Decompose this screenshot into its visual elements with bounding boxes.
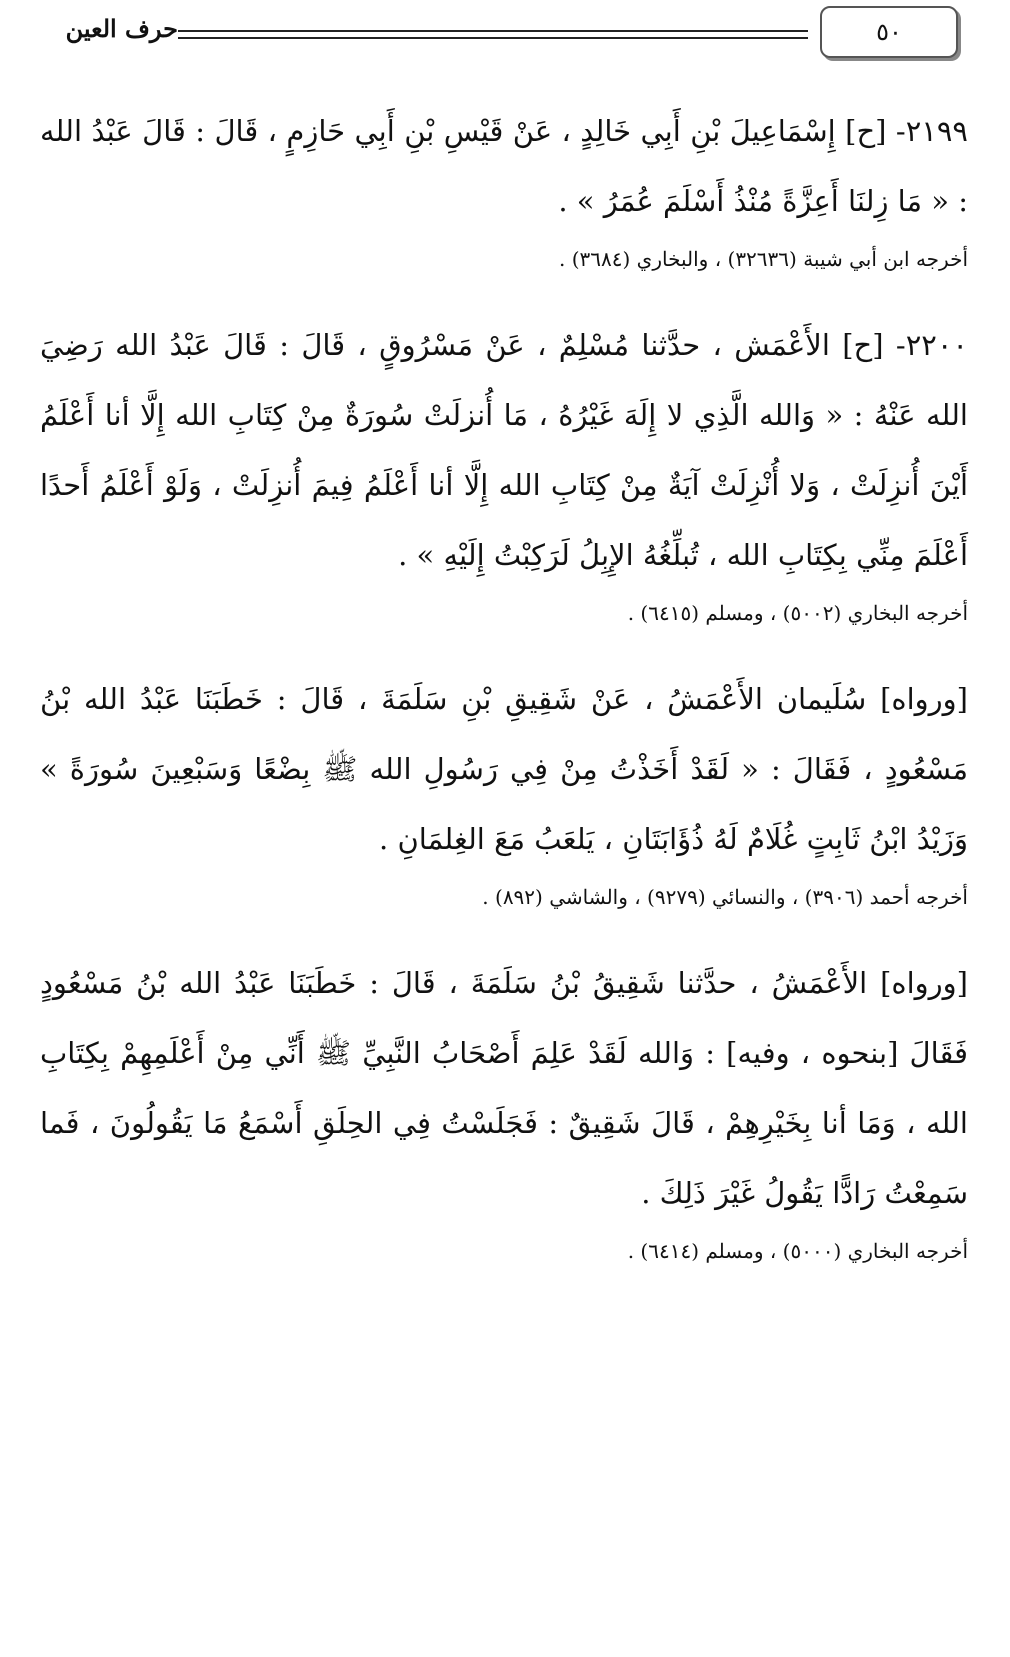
- hadith-text: ٢١٩٩- [ح] إِسْمَاعِيلَ بْنِ أَبِي خَالِدٍ ، عَنْ قَيْسِ بْنِ أَبِي حَازِمٍ ، قَالَ : قَالَ عَبْدُ الله : « مَا زِلنَا أَعِزَّةً مُنْذُ أَسْلَمَ عُمَرُ » .: [40, 114, 968, 218]
- hadith-source: أخرجه ابن أبي شيبة (٣٢٦٣٦) ، والبخاري (٣٦٨٤) .: [559, 247, 968, 271]
- hadith-text: [ورواه] سُلَيمان الأَعْمَشُ ، عَنْ شَقِيقِ بْنِ سَلَمَةَ ، قَالَ : خَطَبَنَا عَبْدُ الله بْنُ مَسْعُودٍ ، فَقَالَ : « لَقَدْ أَخَذْتُ مِنْ فِي رَسُولِ الله ﷺ بِضْعًا وَسَبْعِينَ سُورَةً » وَزَيْدُ ابْنُ ثَابِتٍ غُلَامٌ لَهُ ذُؤَابَتَانِ ، يَلعَبُ مَعَ الغِلمَانِ .: [40, 682, 968, 856]
- hadith-entry: [40, 310, 968, 630]
- hadith-source: أخرجه البخاري (٥٠٠٠) ، ومسلم (٦٤١٤) .: [627, 1239, 968, 1263]
- hadith-entry: [40, 948, 968, 1268]
- chapter-title: حرف العين: [65, 14, 178, 43]
- hadith-entry: [40, 664, 968, 914]
- header-rule-top: [178, 30, 808, 32]
- header-rule-bottom: [178, 37, 808, 39]
- page-number: ٥٠: [876, 18, 902, 46]
- hadith-text: ٢٢٠٠- [ح] الأَعْمَش ، حدَّثنا مُسْلِمٌ ، عَنْ مَسْرُوقٍ ، قَالَ : قَالَ عَبْدُ الله رَضِيَ الله عَنْهُ : « وَالله الَّذِي لا إِلَهَ غَيْرُهُ ، مَا أُنزلَتْ سُورَةٌ مِنْ كِتَابِ الله إِلَّا أنا أَعْلَمُ أَيْنَ أُنزِلَتْ ، وَلا أُنْزِلَتْ آيَةٌ مِنْ كِتَابِ الله إِلَّا أنا أَعْلَمُ فِيمَ أُنزِلَتْ ، وَلَوْ أَعْلَمُ أَحدًا أَعْلَمَ مِنِّي بِكِتَابِ الله ، تُبلِّغُهُ الإِبِلُ لَرَكِبْتُ إِلَيْهِ » .: [40, 328, 968, 572]
- page-number-badge: [820, 6, 958, 58]
- hadith-text: [ورواه] الأَعْمَشُ ، حدَّثنا شَقِيقُ بْنُ سَلَمَةَ ، قَالَ : خَطَبَنَا عَبْدُ الله بْنُ مَسْعُودٍ فَقَالَ [بنحوه ، وفيه] : وَالله لَقَدْ عَلِمَ أَصْحَابُ النَّبِيِّ ﷺ أَنِّي مِنْ أَعْلَمِهِمْ بِكِتَابِ الله ، وَمَا أنا بِخَيْرِهِمْ ، قَالَ شَقِيقٌ : فَجَلَسْتُ فِي الحِلَقِ أَسْمَعُ مَا يَقُولُونَ ، فَما سَمِعْتُ رَادًّا يَقُولُ غَيْرَ ذَلِكَ .: [40, 966, 968, 1210]
- page-body: [40, 96, 968, 1302]
- hadith-source: أخرجه أحمد (٣٩٠٦) ، والنسائي (٩٢٧٩) ، والشاشي (٨٩٢) .: [482, 885, 968, 909]
- hadith-entry: [40, 96, 968, 276]
- page-header: [0, 0, 1010, 70]
- hadith-source: أخرجه البخاري (٥٠٠٢) ، ومسلم (٦٤١٥) .: [627, 601, 968, 625]
